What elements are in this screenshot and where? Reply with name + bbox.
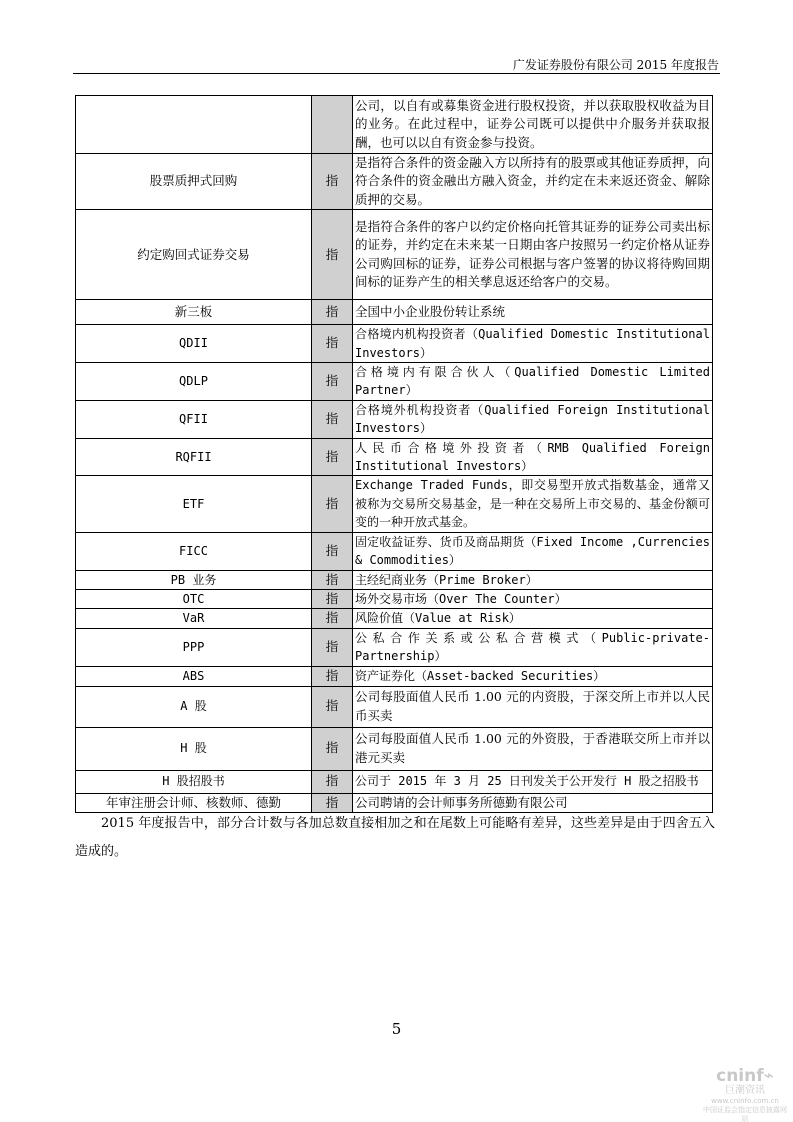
definition-cell: 是指符合条件的客户以约定价格向托管其证券的证券公司卖出标的证券，并约定在未来某一日期由客户按照另一约定价格从证券公司购回标的证券，证券公司根据与客户签署的协议将待购回期间标的证券产生的相关孳息返还给客户的交易。 (353, 210, 713, 300)
zhi-cell: 指 (312, 476, 353, 532)
term-cell: ETF (76, 476, 312, 532)
term-cell: QDLP (76, 363, 312, 401)
table-row (76, 628, 713, 666)
definition-cell: 公司于 2015 年 3 月 25 日刊发关于公开发行 H 股之招股书 (353, 770, 713, 793)
term-cell: 股票质押式回购 (76, 154, 312, 210)
definition-cell: 全国中小企业股份转让系统 (353, 300, 713, 325)
term-cell: PPP (76, 628, 312, 666)
definition-cell: 资产证券化（Asset-backed Securities） (353, 666, 713, 686)
term-cell: H 股招股书 (76, 770, 312, 793)
zhi-cell: 指 (312, 666, 353, 686)
table-row (76, 686, 713, 727)
table-row (76, 363, 713, 401)
term-cell: OTC (76, 589, 312, 608)
table-row (76, 609, 713, 628)
zhi-cell: 指 (312, 300, 353, 325)
definition-cell: 场外交易市场（Over The Counter） (353, 589, 713, 608)
table-row (76, 476, 713, 532)
term-cell: RQFII (76, 438, 312, 476)
table-row (76, 666, 713, 686)
running-header: 广发证券股份有限公司 2015 年度报告 (512, 58, 719, 72)
term-cell (76, 96, 312, 154)
table-row (76, 770, 713, 793)
definition-cell: 公司每股面值人民币 1.00 元的外资股，于香港联交所上市并以港元买卖 (353, 727, 713, 770)
cninfo-watermark-logo: cninf⌁ 巨潮资讯 www.cninfo.com.cn 中国证监会指定信息披露网站 (703, 1066, 787, 1122)
zhi-cell: 指 (312, 570, 353, 589)
definition-cell: 风险价值（Value at Risk） (353, 609, 713, 628)
page-number: 5 (391, 1020, 402, 1038)
table-row (76, 727, 713, 770)
zhi-cell: 指 (312, 325, 353, 363)
table-row (76, 325, 713, 363)
term-cell: 年审注册会计师、核数师、德勤 (76, 793, 312, 812)
header-rule (73, 73, 720, 74)
zhi-cell: 指 (312, 609, 353, 628)
table-row (76, 438, 713, 476)
table-row (76, 400, 713, 438)
term-cell: H 股 (76, 727, 312, 770)
table-row (76, 570, 713, 589)
rounding-note: 2015 年度报告中，部分合计数与各加总数直接相加之和在尾数上可能略有差异，这些差异是由于四舍五入造成的。 (75, 816, 715, 859)
zhi-cell: 指 (312, 686, 353, 727)
definition-cell: 是指符合条件的资金融入方以所持有的股票或其他证券质押，向符合条件的资金融出方融入资金，并约定在未来返还资金、解除质押的交易。 (353, 154, 713, 210)
definition-cell: 人民币合格境外投资者（RMB Qualified Foreign Institutional Investors） (353, 438, 713, 476)
term-cell: PB 业务 (76, 570, 312, 589)
definition-cell: 合格境外机构投资者（Qualified Foreign Institutional Investors） (353, 400, 713, 438)
definition-cell: Exchange Traded Funds，即交易型开放式指数基金，通常又被称为交易所交易基金，是一种在交易所上市交易的、基金份额可变的一种开放式基金。 (353, 476, 713, 532)
definition-cell: 固定收益证券、货币及商品期货（Fixed Income ,Currencies & Commodities） (353, 532, 713, 570)
zhi-cell (312, 96, 353, 154)
table-row (76, 300, 713, 325)
definition-cell: 合格境内有限合伙人（Qualified Domestic Limited Partner） (353, 363, 713, 401)
zhi-cell: 指 (312, 363, 353, 401)
definition-cell: 合格境内机构投资者（Qualified Domestic Institutional Investors） (353, 325, 713, 363)
term-cell: QFII (76, 400, 312, 438)
definitions-table (75, 95, 713, 813)
zhi-cell: 指 (312, 438, 353, 476)
term-cell: 约定购回式证券交易 (76, 210, 312, 300)
table-row (76, 210, 713, 300)
zhi-cell: 指 (312, 210, 353, 300)
zhi-cell: 指 (312, 154, 353, 210)
zhi-cell: 指 (312, 532, 353, 570)
table-row (76, 589, 713, 608)
zhi-cell: 指 (312, 589, 353, 608)
zhi-cell: 指 (312, 770, 353, 793)
term-cell: FICC (76, 532, 312, 570)
definition-cell: 公司，以自有或募集资金进行股权投资，并以获取股权收益为目的业务。在此过程中，证券公司既可以提供中介服务并获取报酬，也可以以自有资金参与投资。 (353, 96, 713, 154)
zhi-cell: 指 (312, 727, 353, 770)
term-cell: 新三板 (76, 300, 312, 325)
definition-cell: 公司每股面值人民币 1.00 元的内资股，于深交所上市并以人民币买卖 (353, 686, 713, 727)
zhi-cell: 指 (312, 400, 353, 438)
term-cell: QDII (76, 325, 312, 363)
table-row (76, 154, 713, 210)
definition-cell: 主经纪商业务（Prime Broker） (353, 570, 713, 589)
term-cell: ABS (76, 666, 312, 686)
term-cell: VaR (76, 609, 312, 628)
definition-cell: 公司聘请的会计师事务所德勤有限公司 (353, 793, 713, 812)
term-cell: A 股 (76, 686, 312, 727)
zhi-cell: 指 (312, 628, 353, 666)
zhi-cell: 指 (312, 793, 353, 812)
table-row (76, 96, 713, 154)
definition-cell: 公私合作关系或公私合营模式（Public-private-Partnership） (353, 628, 713, 666)
table-row (76, 532, 713, 570)
